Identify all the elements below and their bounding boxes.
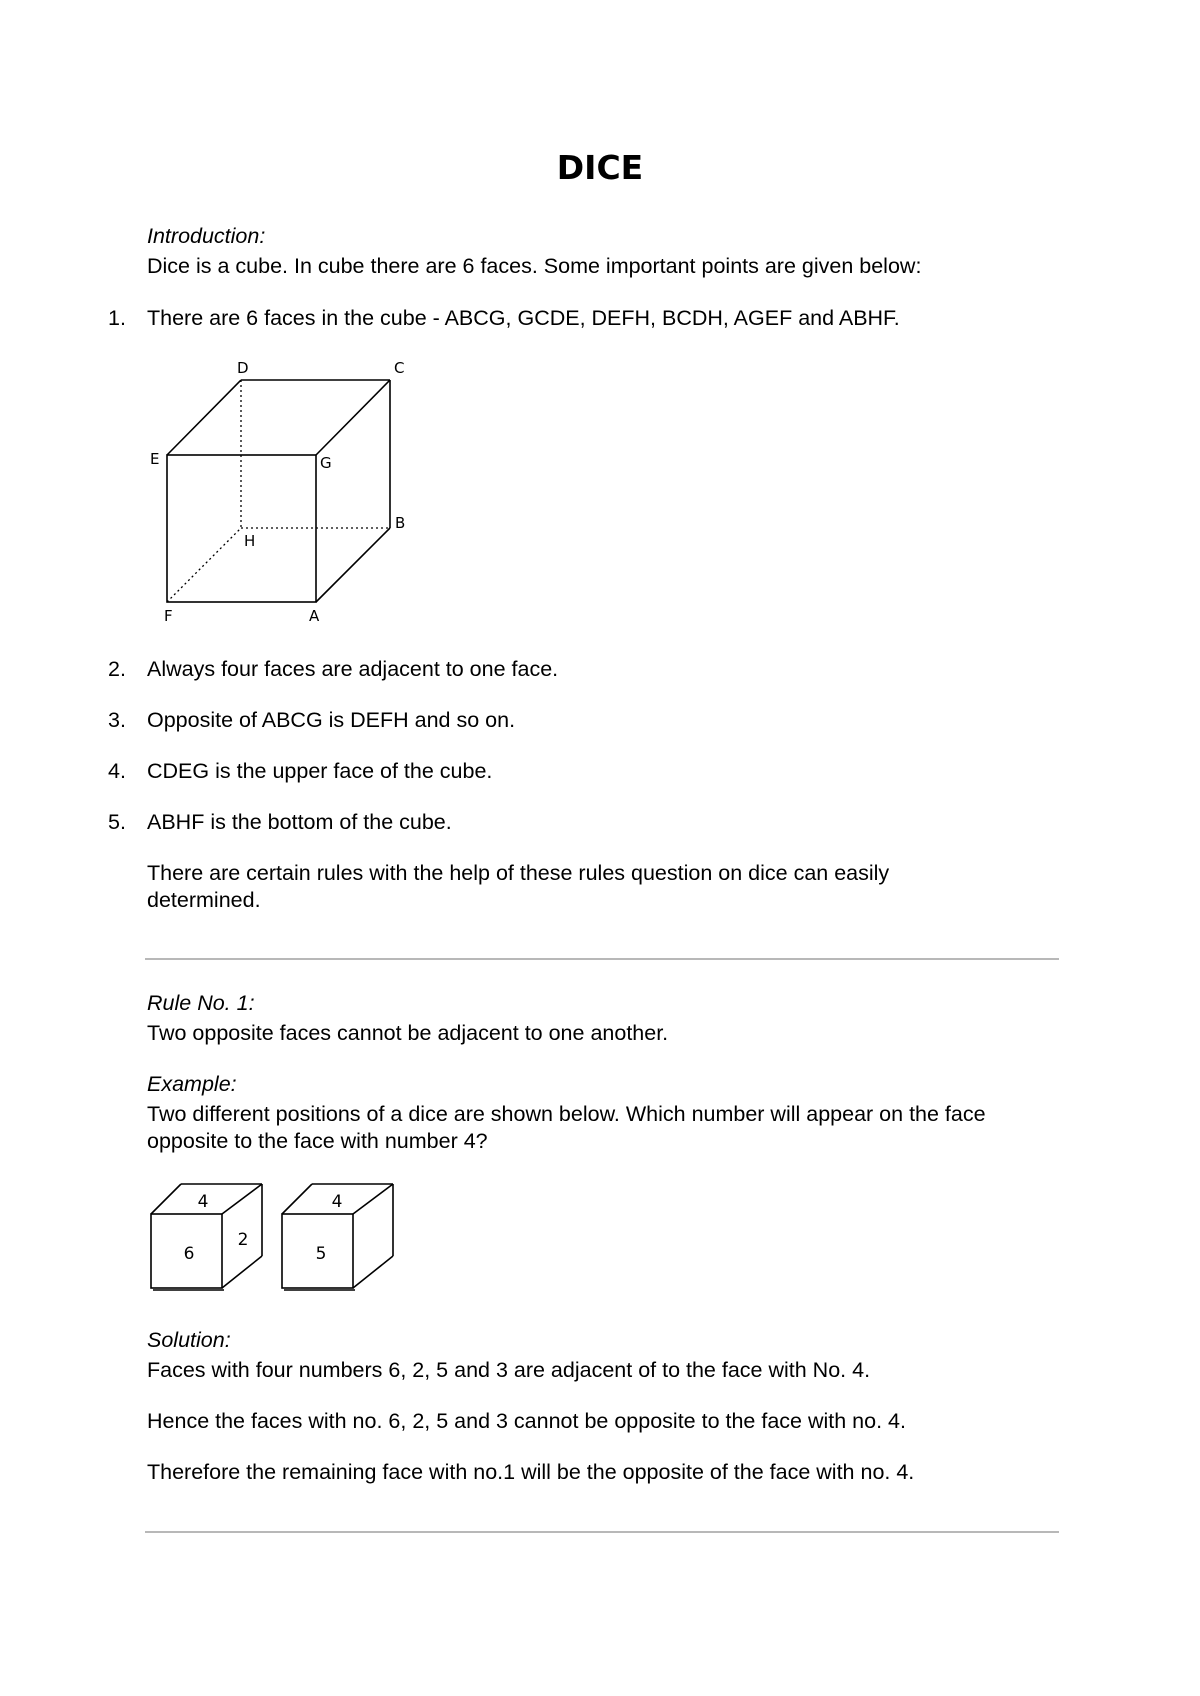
point-text: CDEG is the upper face of the cube.: [147, 759, 493, 783]
rule-text: Two opposite faces cannot be adjacent to one another.: [147, 1021, 669, 1045]
vertex-label-g: G: [320, 454, 332, 472]
solution-heading: Solution:: [147, 1328, 231, 1352]
intro-heading: Introduction:: [147, 224, 266, 248]
solution-line: Hence the faces with no. 6, 2, 5 and 3 cannot be opposite to the face with no. 4.: [147, 1409, 906, 1433]
dice-2: [282, 1184, 393, 1290]
solution-line: Faces with four numbers 6, 2, 5 and 3 are adjacent of to the face with No. 4.: [147, 1358, 871, 1382]
solution-line: Therefore the remaining face with no.1 will be the opposite of the face with no. 4.: [147, 1460, 915, 1484]
point-number: 4.: [108, 759, 126, 783]
cube-diagram: [140, 350, 440, 630]
dice1-side-number: 2: [237, 1230, 249, 1250]
dice-pair-diagram: [145, 1178, 405, 1298]
dice2-front-number: 5: [315, 1244, 327, 1264]
vertex-label-f: F: [164, 607, 173, 625]
vertex-label-e: E: [150, 450, 160, 468]
section-divider: [145, 1531, 1059, 1533]
vertex-label-d: D: [237, 359, 249, 377]
point-text: Always four faces are adjacent to one face.: [147, 657, 559, 681]
point-number: 5.: [108, 810, 126, 834]
dice1-front-number: 6: [183, 1244, 195, 1264]
vertex-label-h: H: [244, 532, 256, 550]
point-number: 3.: [108, 708, 126, 732]
vertex-label-c: C: [394, 359, 405, 377]
hidden-edge: [167, 528, 241, 602]
rule-heading: Rule No. 1:: [147, 991, 255, 1015]
example-text-line2: opposite to the face with number 4?: [147, 1129, 488, 1153]
dice2-top-number: 4: [331, 1192, 343, 1212]
page-title: DICE: [556, 148, 644, 187]
dice1-top-number: 4: [197, 1192, 209, 1212]
point-text: ABHF is the bottom of the cube.: [147, 810, 452, 834]
example-text-line1: Two different positions of a dice are shown below. Which number will appear on the face: [147, 1102, 986, 1126]
closing-text-line2: determined.: [147, 888, 261, 912]
point-number: 1.: [108, 306, 126, 330]
dice-1: [151, 1184, 262, 1290]
vertex-label-a: A: [309, 607, 320, 625]
point-number: 2.: [108, 657, 126, 681]
point-text: There are 6 faces in the cube - ABCG, GCDE, DEFH, BCDH, AGEF and ABHF.: [147, 306, 900, 330]
example-heading: Example:: [147, 1072, 237, 1096]
section-divider: [145, 958, 1059, 960]
point-text: Opposite of ABCG is DEFH and so on.: [147, 708, 516, 732]
intro-text: Dice is a cube. In cube there are 6 faces. Some important points are given below:: [147, 254, 922, 278]
vertex-label-b: B: [395, 514, 406, 532]
closing-text-line1: There are certain rules with the help of these rules question on dice can easily: [147, 861, 890, 885]
